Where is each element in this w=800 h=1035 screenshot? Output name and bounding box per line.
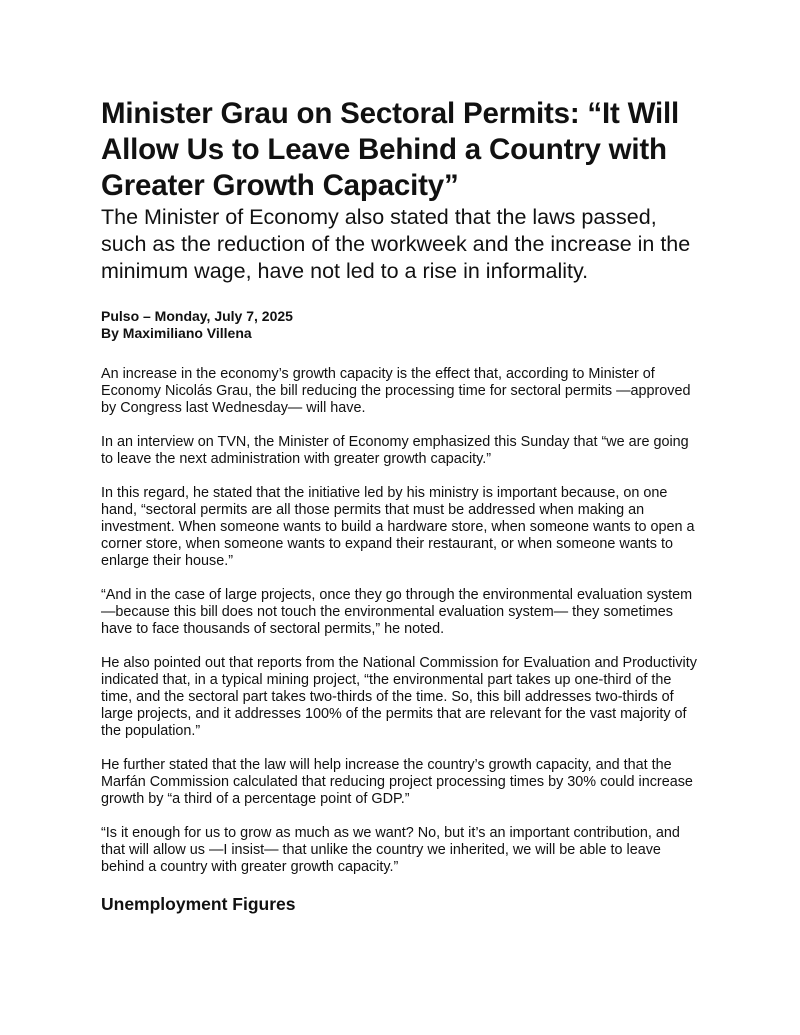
article (101, 96, 701, 915)
section-heading: Unemployment Figures (101, 894, 296, 914)
byline: By Maximiliano Villena (101, 325, 252, 341)
source-date: Pulso – Monday, July 7, 2025 (101, 308, 293, 324)
body-paragraph: “And in the case of large projects, once they go through the environmental evaluation system —because this bill does not touch the environmental evaluation system— they sometimes have to face thousands of sectoral permits,” he noted. (101, 587, 693, 637)
body-paragraph: “Is it enough for us to grow as much as we want? No, but it’s an important contribution, and that will allow us —I insist— that unlike the country we inherited, we will be able to leave behind a country with greater growth capacity.” (101, 825, 680, 875)
body-paragraph: In this regard, he stated that the initiative led by his ministry is important because, on one hand, “sectoral permits are all those permits that must be addressed when making an investment. When someone wants to build a hardware store, when someone wants to open a corner store, when someone wants to expand their restaurant, or when someone wants to enlarge their house.” (101, 485, 695, 569)
body-paragraph: In an interview on TVN, the Minister of Economy emphasized this Sunday that “we are going to leave the next administration with greater growth capacity.” (101, 434, 689, 467)
article-body (101, 366, 701, 876)
article-title: Minister Grau on Sectoral Permits: “It Will Allow Us to Leave Behind a Country with Greater Growth Capacity” (101, 97, 679, 202)
article-subtitle: The Minister of Economy also stated that the laws passed, such as the reduction of the workweek and the increase in the minimum wage, have not led to a rise in informality. (101, 205, 691, 283)
article-meta (101, 308, 701, 342)
body-paragraph: An increase in the economy’s growth capacity is the effect that, according to Minister of Economy Nicolás Grau, the bill reducing the processing time for sectoral permits —approved by Congress last Wednesday— will have. (101, 366, 691, 416)
body-paragraph: He also pointed out that reports from the National Commission for Evaluation and Productivity indicated that, in a typical mining project, “the environmental part takes up one-third of the time, and the sectoral part takes two-thirds of the time. So, this bill addresses two-thirds of large projects, and it addresses 100% of the permits that are relevant for the vast majority of the population.” (101, 655, 697, 739)
body-paragraph: He further stated that the law will help increase the country’s growth capacity, and that the Marfán Commission calculated that reducing project processing times by 30% could increase growth by “a third of a percentage point of GDP.” (101, 757, 693, 807)
